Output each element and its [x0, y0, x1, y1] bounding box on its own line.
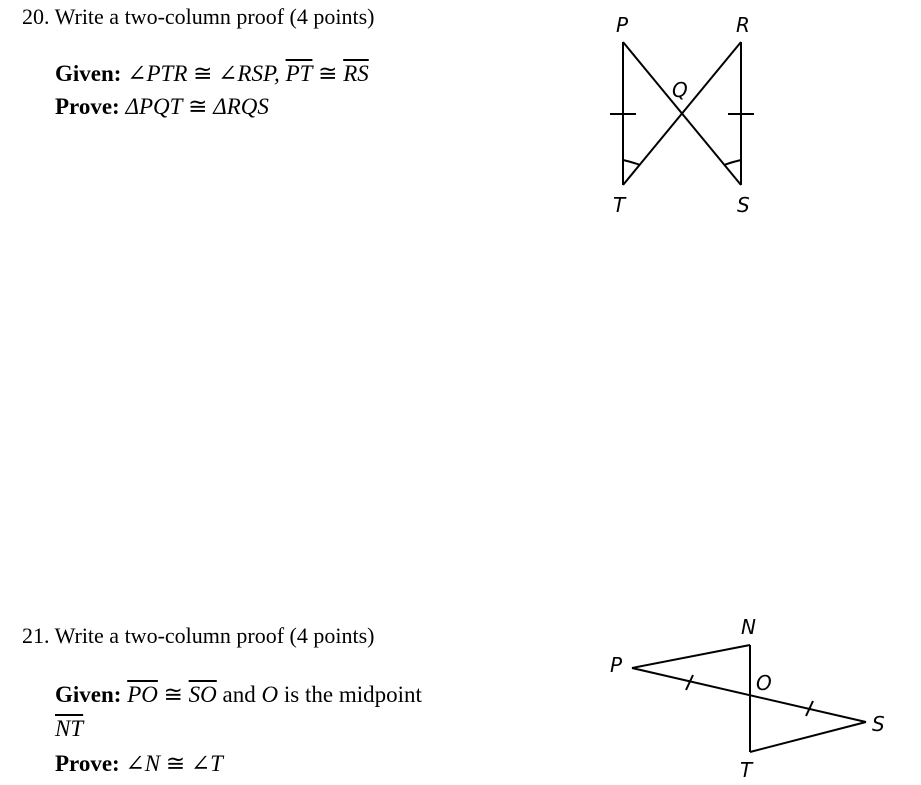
- given-label: Given:: [55, 61, 122, 86]
- triangle-rqs: ΔRQS: [213, 94, 269, 119]
- angle-n: ∠N: [125, 751, 161, 776]
- point-label-p: P: [616, 13, 629, 37]
- angle-ptr: ∠PTR: [127, 61, 188, 86]
- point-o-text: O: [261, 682, 279, 707]
- given-label: Given:: [55, 682, 122, 707]
- midpoint-text: is the midpoint: [283, 682, 422, 707]
- congruent-symbol: ≅: [163, 682, 183, 707]
- angle-t: ∠T: [190, 751, 223, 776]
- segment-nt: $\overline{NT}$: [55, 716, 84, 741]
- point-label-o: O: [756, 671, 772, 695]
- segment-rs: $\overline{RS}$: [343, 61, 369, 86]
- problem-number: 21.: [22, 623, 50, 648]
- point-label-r: R: [736, 13, 750, 37]
- congruent-symbol: ≅: [165, 751, 186, 776]
- segment-ts-line: [750, 722, 866, 752]
- congruent-symbol: ≅: [188, 94, 208, 119]
- angle-rsp: ∠RSP,: [218, 61, 280, 86]
- point-label-t: T: [613, 193, 626, 217]
- triangle-pqt: ΔPQT: [125, 94, 183, 119]
- segment-pt: $\overline{PT}$: [285, 61, 313, 86]
- problem-instruction: Write a two-column proof (4 points): [54, 4, 375, 29]
- congruent-symbol: ≅: [193, 61, 213, 86]
- congruent-symbol: ≅: [318, 61, 338, 86]
- point-label-t: T: [740, 758, 753, 782]
- prove-label: Prove:: [55, 751, 120, 776]
- segment-po: $\overline{PO}$: [127, 682, 158, 707]
- segment-pn-line: [632, 645, 750, 668]
- conjunction-text: and: [222, 682, 256, 707]
- point-label-s: S: [737, 193, 750, 217]
- point-label-p: P: [610, 653, 623, 677]
- point-label-s: S: [872, 712, 885, 736]
- prove-label: Prove:: [55, 94, 120, 119]
- segment-so: $\overline{SO}$: [188, 682, 217, 707]
- point-label-n: N: [741, 615, 756, 639]
- point-label-q: Q: [672, 78, 688, 102]
- problem-number: 20.: [22, 4, 50, 29]
- problem-instruction: Write a two-column proof (4 points): [54, 623, 375, 648]
